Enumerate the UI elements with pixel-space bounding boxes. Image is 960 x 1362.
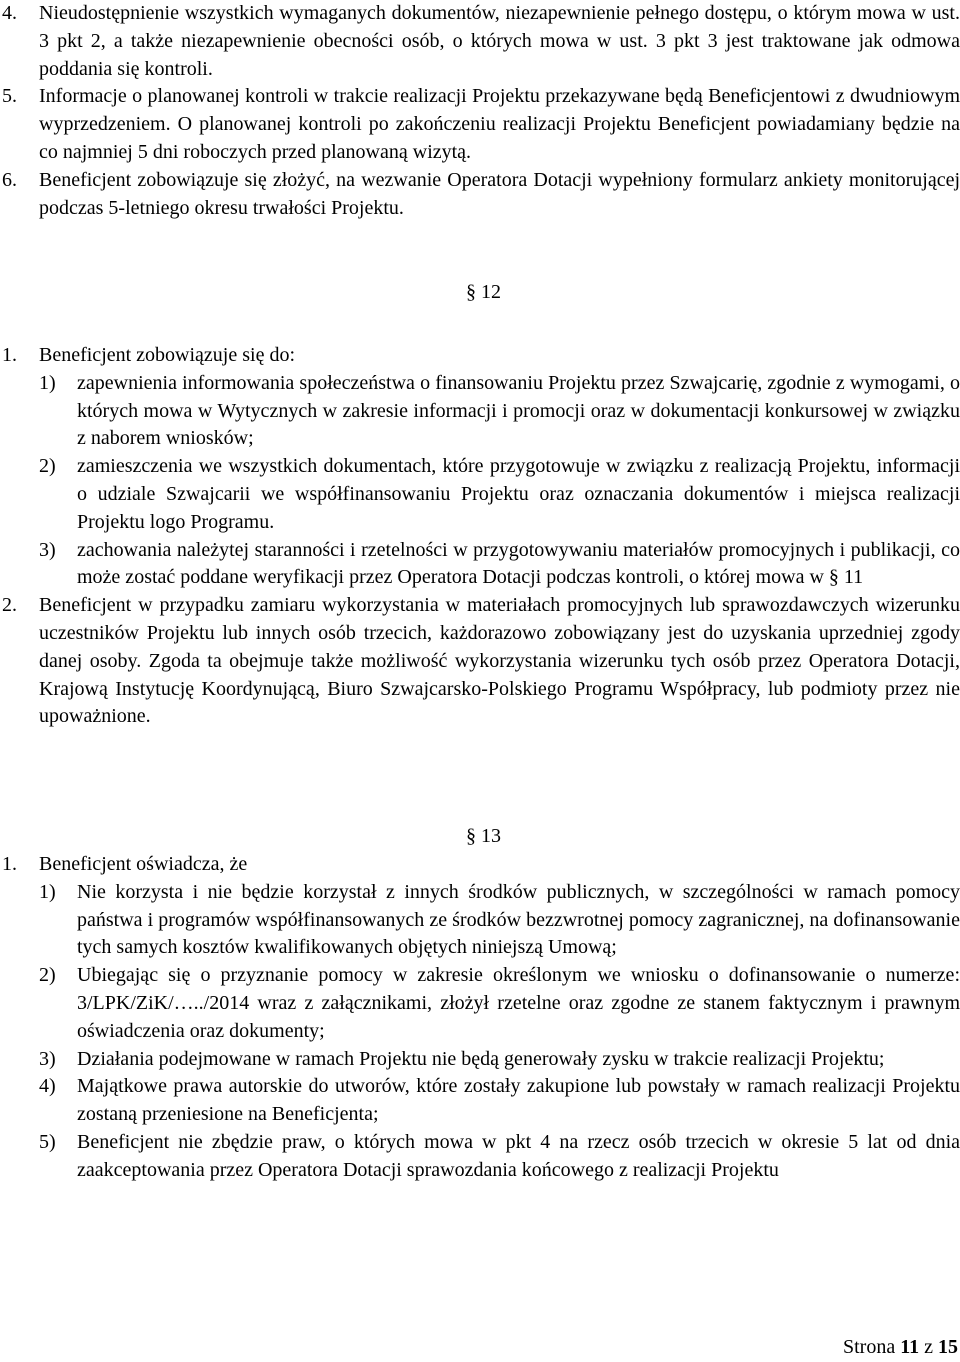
sub-item-number: 4) [39,1075,56,1098]
sub-item [0,1073,960,1129]
item-text: Beneficjent oświadcza, że [39,853,248,875]
sub-item-number: 5) [39,1130,56,1153]
sub-item-text: Nie korzysta i nie będzie korzystał z innych środków publicznych, w szczególności w ramach pomocy państwa i programów współfinansowanych ze środków bezzwrotnej pomocy zagranicznej, na dofinansowanie tych samych kosztów kwalifikowanych objętych niniejszą Umową; [77,880,960,959]
list-item [0,83,960,166]
footer-separator: z [924,1336,933,1358]
sub-item [0,453,960,536]
sub-item-number: 1) [39,880,56,903]
sub-item [0,537,960,593]
sub-item-text: Działania podejmowane w ramach Projektu nie będą generowały zysku w trakcie realizacji Projektu; [77,1047,885,1070]
list-item [0,342,960,370]
item-text: Beneficjent zobowiązuje się złożyć, na wezwanie Operatora Dotacji wypełniony formularz ankiety monitorującej podczas 5-letniego okresu trwałości Projektu. [39,168,960,219]
list-item [0,592,960,731]
sub-item-text: zachowania należytej staranności i rzetelności w przygotowywaniu materiałów promocyjnych i publikacji, co może zostać poddane weryfikacji przez Operatora Dotacji podczas kontroli, o której mowa w § 11 [77,538,960,589]
sub-item [0,879,960,962]
sub-item-text: Ubiegając się o przyznanie pomocy w zakresie określonym we wniosku o dofinansowanie o numerze: 3/LPK/ZiK/…../2014 wraz z załącznikami, złożył rzetelne oraz zgodne ze stanem faktycznym i prawnym oświadczenia oraz dokumenty; [77,964,960,1042]
list-item [0,851,960,879]
section-12-heading: § 12 [466,281,501,303]
item-text: Nieudostępnienie wszystkich wymaganych dokumentów, niezapewnienie pełnego dostępu, o którym mowa w ust. 3 pkt 2, a także niezapewnienie obecności osób, o których mowa w ust. 3 pkt 3 jest traktowane jak odmowa poddania się kontroli. [39,2,960,80]
footer-page-number: 11 [900,1336,920,1358]
item-text: Beneficjent w przypadku zamiaru wykorzystania w materiałach promocyjnych lub sprawozdawczych wizerunku uczestników Projektu lub innych osób trzecich, każdorazowo zobowiązany jest do uzyskania uprzedniej zgody danej osoby. Zgoda ta obejmuje także możliwość wykorzystania wizerunku tych osób przez Operatora Dotacji, Krajową Instytucję Koordynującą, Biuro Szwajcarsko-Polskiego Programu Współpracy, lub podmioty przez nie upoważnione. [39,594,960,728]
sub-item-text: Majątkowe prawa autorskie do utworów, które zostały zakupione lub powstały w ramach realizacji Projektu zostaną przeniesione na Beneficjenta; [77,1075,960,1126]
item-number: 1. [2,853,17,875]
sub-item-number: 2) [39,455,56,478]
item-number: 1. [2,344,17,366]
section-13-heading: § 13 [466,825,501,847]
sub-item-number: 3) [39,538,56,561]
sub-item-number: 1) [39,371,56,394]
list-item [0,0,960,83]
sub-item [0,370,960,453]
footer-page-total: 15 [938,1336,958,1358]
item-number: 4. [2,2,17,24]
section-13-list [0,851,960,1185]
sub-item-text: zamieszczenia we wszystkich dokumentach, które przygotowuje w związku z realizacją Projektu, informacji o udziale Szwajcarii we współfinansowaniu Projektu oraz oznaczania dokumentów i miejsca realizacji Projektu logo Programu. [77,455,960,533]
list-item [0,167,960,223]
sub-item-text: Beneficjent nie zbędzie praw, o których mowa w pkt 4 na rzecz osób trzecich w okresie 5 lat od dnia zaakceptowania przez Operatora Dotacji sprawozdania końcowego z realizacji Projektu [77,1130,960,1181]
item-text: Beneficjent zobowiązuje się do: [39,344,296,366]
footer-label: Strona [842,1336,896,1358]
sub-item [0,1129,960,1185]
sub-item [0,962,960,1045]
section-12-list [0,342,960,731]
item-number: 6. [2,168,17,191]
item-number: 2. [2,594,17,617]
sub-item-text: zapewnienia informowania społeczeństwa o finansowaniu Projektu przez Szwajcarię, zgodnie z wymogami, o których mowa w Wytycznych w zakresie informacji i promocji oraz w dokumentacji konkursowej w związku z naborem wniosków; [77,371,960,450]
item-number: 5. [2,85,17,108]
sub-item-number: 2) [39,964,56,987]
sub-item [0,1046,960,1074]
sub-item-number: 3) [39,1047,56,1070]
item-text: Informacje o planowanej kontroli w trakcie realizacji Projektu przekazywane będą Beneficjentowi z dwudniowym wyprzedzeniem. O planowanej kontroli po zakończeniu realizacji Projektu Beneficjent powiadamiany będzie na co najmniej 5 dni roboczych przed planowaną wizytą. [39,85,960,163]
top-list [0,0,960,222]
